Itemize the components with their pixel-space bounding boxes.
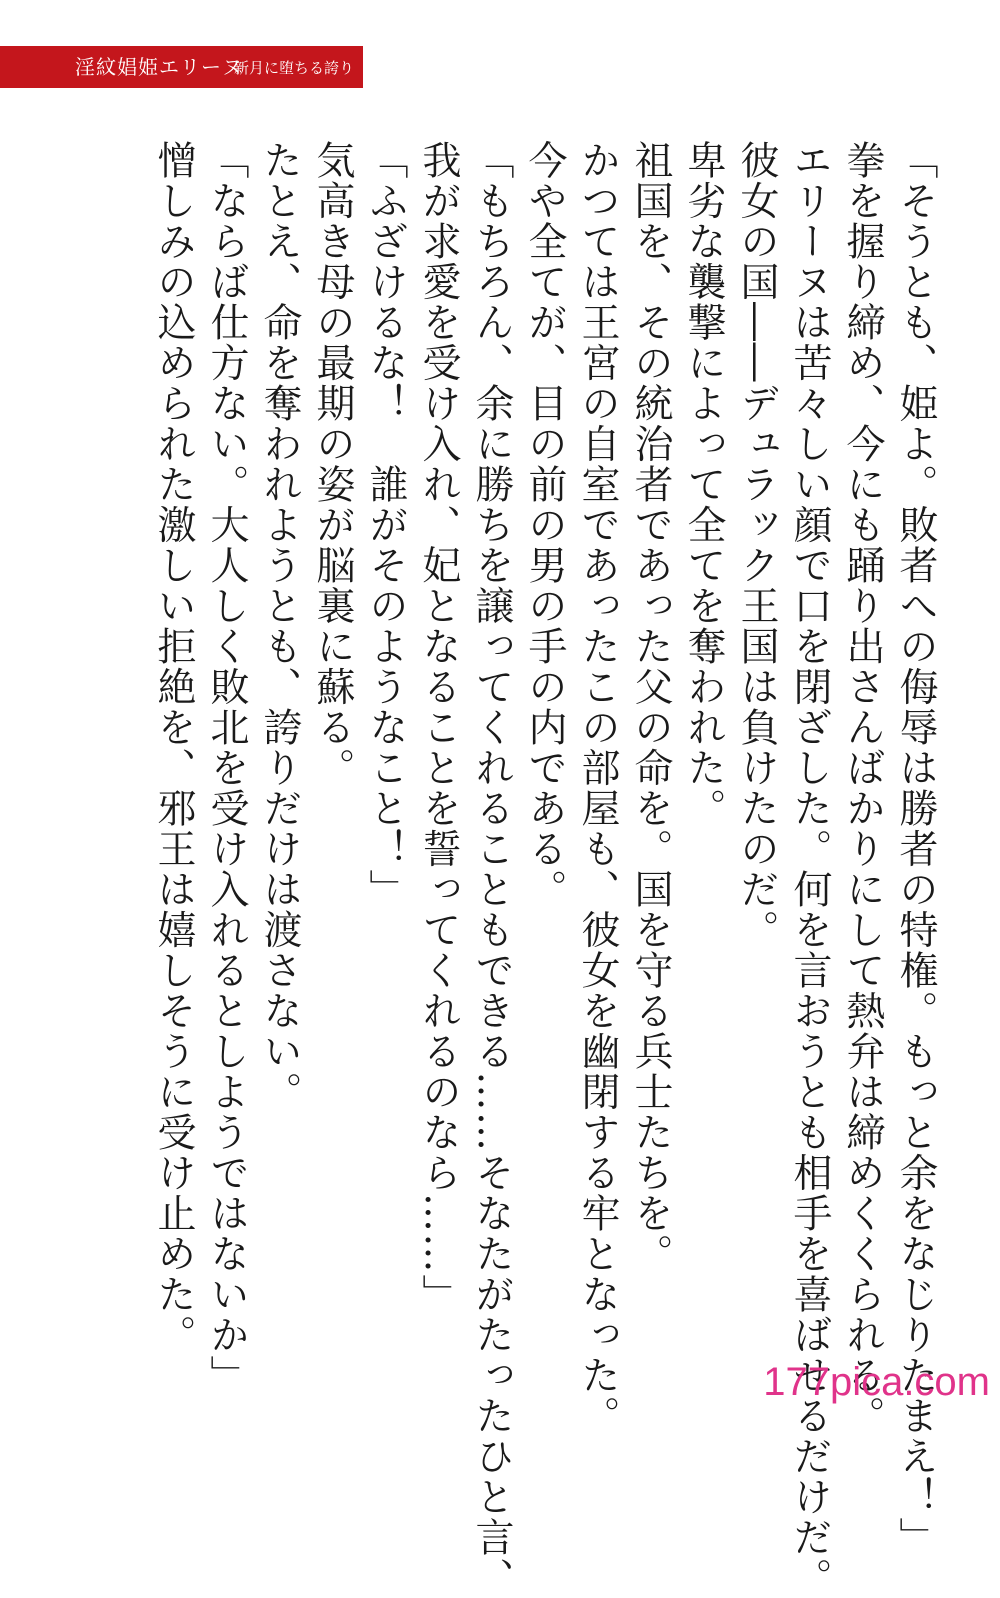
chapter-subtitle: 新月に堕ちる誇り [234,59,355,77]
text-line: 「ならば仕方ない。大人しく敗北を受け入れるとしようではないか」 [204,140,249,1396]
text-line: 気高き母の最期の姿が脳裏に蘇る。 [310,140,355,788]
text-line: かつては王宮の自室であったこの部屋も、彼女を幽閉する牢となった。 [575,140,620,1436]
text-line: エリーヌは苦々しい顔で口を閉ざした。何を言おうとも相手を喜ばせるだけだ。 [787,140,832,1598]
text-line: 「そうとも、姫よ。敗者への侮辱は勝者の特権。もっと余をなじりたまえ！」 [893,140,938,1558]
text-line: 彼女の国――デュラック王国は負けたのだ。 [734,140,779,950]
header-bar [0,46,363,88]
text-line: 「もちろん、余に勝ちを譲ってくれることもできる……そなたがたったひと言、 [469,140,514,1598]
text-line: 拳を握り締め、今にも踊り出さんばかりにして熱弁は締めくくられる。 [840,140,885,1436]
text-line: 祖国を、その統治者であった父の命を。国を守る兵士たちを。 [628,140,673,1274]
text-line: 「ふざけるな！ 誰がそのようなこと！」 [363,140,408,910]
site-watermark: 177pica.com [763,1360,990,1404]
text-line: 今や全てが、目の前の男の手の内である。 [522,140,567,910]
text-line: 卑劣な襲撃によって全てを奪われた。 [681,140,726,829]
text-line: 憎しみの込められた激しい拒絶を、邪王は嬉しそうに受け止めた。 [151,140,196,1355]
text-line: たとえ、命を奪われようとも、誇りだけは渡さない。 [257,140,302,1112]
series-title: 淫紋娼姫エリーヌ [75,55,243,79]
text-line: 我が求愛を受け入れ、妃となることを誓ってくれるのなら……」 [416,140,461,1315]
